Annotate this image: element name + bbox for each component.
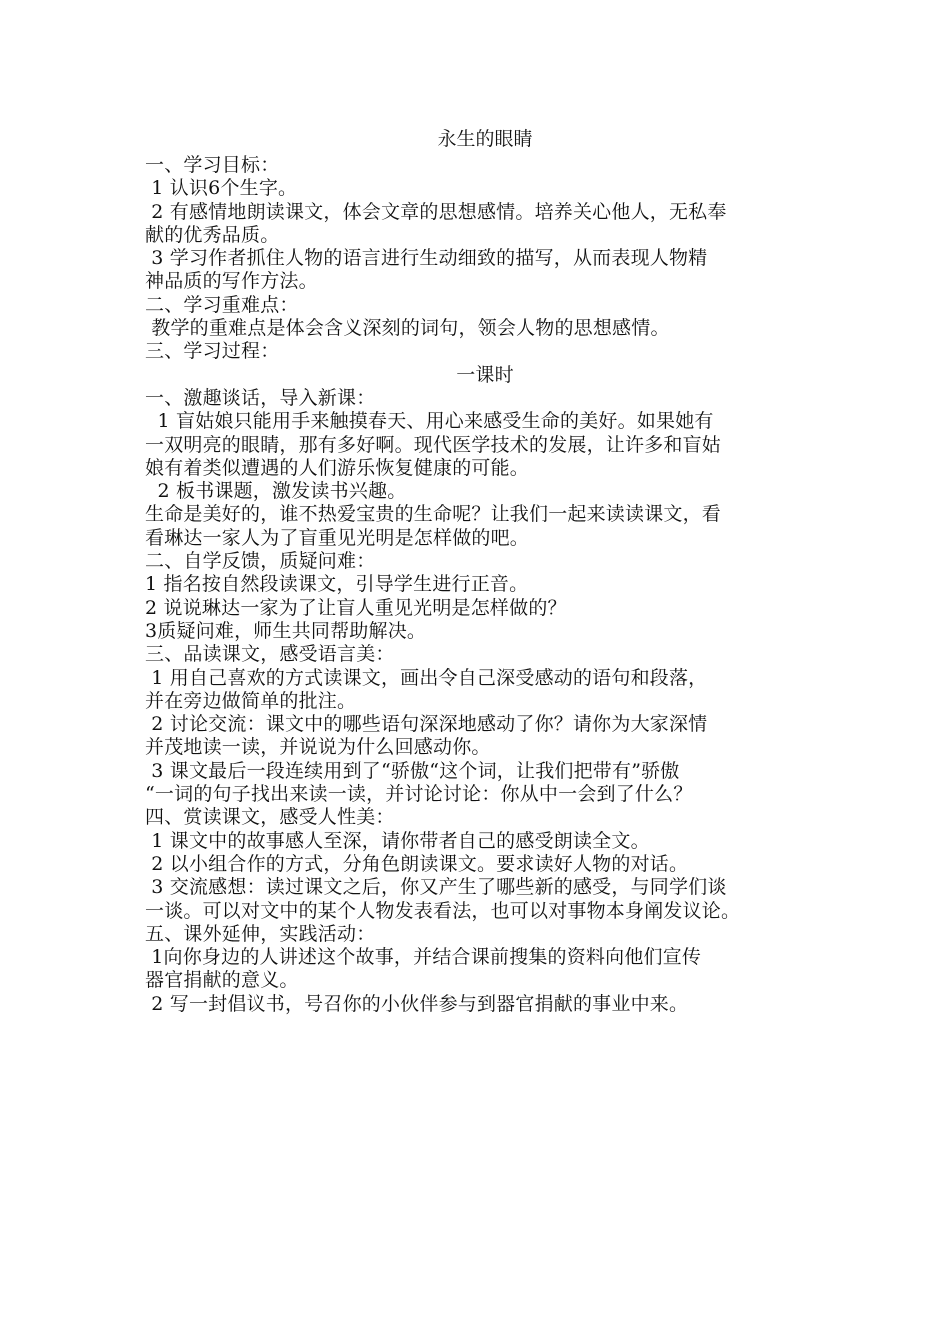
text-line: 并在旁边做简单的批注。 [145,689,357,712]
text-line: 献的优秀品质。 [145,223,280,246]
text-line: 1 课文中的故事感人至深，请你带者自己的感受朗读全文。 [145,829,650,852]
text-line: 一双明亮的眼睛，那有多好啊。现代医学技术的发展，让许多和盲姑 [145,433,722,456]
text-line: 五、课外延伸，实践活动： [145,922,376,945]
text-line: 2 有感情地朗读课文，体会文章的思想感情。培养关心他人，无私奉 [145,200,727,223]
text-line: 3 交流感想：读过课文之后，你又产生了哪些新的感受，与同学们谈 [145,876,727,899]
text-line: 1向你身边的人讲述这个故事，并结合课前搜集的资料向他们宣传 [145,946,702,969]
text-line: 生命是美好的，谁不热爱宝贵的生命呢？让我们一起来读读课文，看 [145,503,722,526]
text-line: 2 写一封倡议书，号召你的小伙伴参与到器官捐献的事业中来。 [145,992,689,1015]
document-title: 永生的眼睛 [437,128,533,150]
text-line: 1 盲姑娘只能用手来触摸春天、用心来感受生命的美好。如果她有 [145,410,714,433]
text-line: 器官捐献的意义。 [145,969,299,992]
text-line: 3 学习作者抓住人物的语言进行生动细致的描写，从而表现人物精 [145,247,708,270]
text-line: 娘有着类似遭遇的人们游乐恢复健康的可能。 [145,456,530,479]
text-line: 一、学习目标： [145,154,280,176]
text-line: 2 以小组合作的方式，分角色朗读课文。要求读好人物的对话。 [145,852,689,875]
text-line: 2 板书课题，激发读书兴趣。 [145,480,407,503]
text-line: 并茂地读一读，并说说为什么回感动你。 [145,736,491,759]
section-subtitle: 一课时 [456,363,514,386]
text-line: 3质疑问难，师生共同帮助解决。 [145,619,427,642]
text-line: “一词的句子找出来读一读，并讨论讨论：你从中一会到了什么？ [145,783,693,806]
text-line: 三、学习过程： [145,340,280,363]
text-line: 2 说说琳达一家为了让盲人重见光明是怎样做的？ [145,596,567,619]
text-line: 1 指名按自然段读课文，引导学生进行正音。 [145,573,529,596]
text-line: 一、激趣谈话，导入新课： [145,386,376,409]
text-line: 1 用自己喜欢的方式读课文，画出令自己深受感动的语句和段落， [145,666,708,689]
text-line: 三、品读课文，感受语言美： [145,643,395,666]
document-page [145,124,825,1016]
text-line: 神品质的写作方法。 [145,270,318,293]
text-line: 四、赏读课文，感受人性美： [145,806,395,829]
text-line: 二、自学反馈，质疑问难： [145,550,376,573]
text-line: 教学的重难点是体会含义深刻的词句，领会人物的思想感情。 [145,317,670,340]
text-line: 3 课文最后一段连续用到了“骄傲“这个词，让我们把带有”骄傲 [145,759,680,782]
document-body [145,154,825,1016]
text-line: 看琳达一家人为了盲重见光明是怎样做的吧。 [145,526,530,549]
text-line: 一谈。可以对文中的某个人物发表看法，也可以对事物本身阐发议论。 [145,899,741,922]
text-line: 2 讨论交流：课文中的哪些语句深深地感动了你？请你为大家深情 [145,713,708,736]
text-line: 二、学习重难点： [145,293,299,316]
text-line: 1 认识6个生字。 [145,177,298,200]
